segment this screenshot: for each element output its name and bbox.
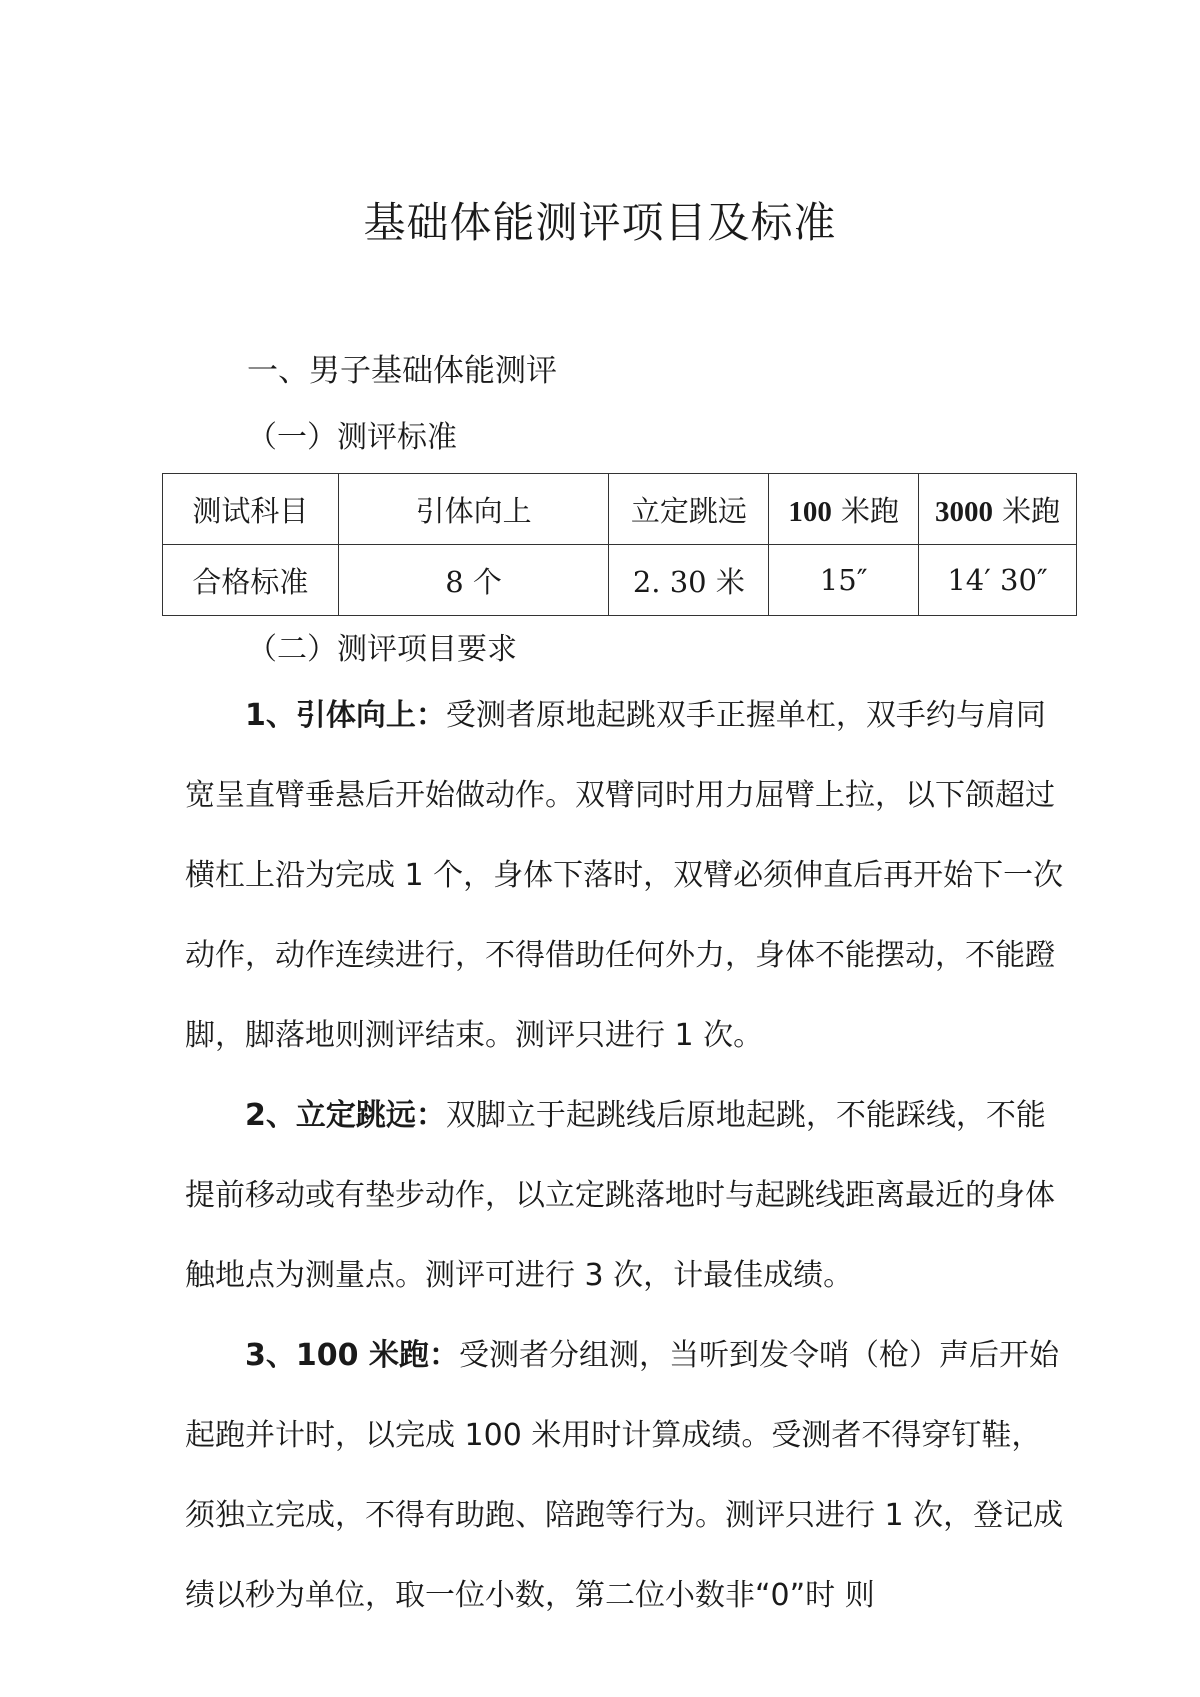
section-heading-male: 一、男子基础体能测评 <box>247 353 557 389</box>
table-cell: 2. 30 米 <box>609 545 769 616</box>
cell-number: 3000 <box>934 495 993 528</box>
table-cell: 引体向上 <box>338 474 609 545</box>
subheading-standards: （一）测评标准 <box>247 420 457 455</box>
subheading-requirements: （二）测评项目要求 <box>247 632 517 667</box>
item-heading: 1、引体向上： <box>245 698 446 733</box>
table-cell: 合格标准 <box>163 545 339 616</box>
table-cell: 14′ 30″ <box>919 545 1077 616</box>
item-100m-run <box>185 1316 1065 1636</box>
item-heading: 3、100 米跑： <box>245 1338 459 1373</box>
table-header-row <box>163 474 1077 545</box>
cell-unit: 米跑 <box>831 493 900 528</box>
table-cell: 15″ <box>769 545 919 616</box>
item-text: 受测者原地起跳双手正握单杠，双手约与肩同宽呈直臂垂悬后开始做动作。双臂同时用力屈臂上拉，以下颌超过横杠上沿为完成 1 个，身体下落时，双臂必须伸直后再开始下一次动作，动作连续进行，不得借助任何外力，身体不能摆动，不能蹬脚，脚落地则测评结束。测评只进行 1 次。 <box>185 698 1064 1053</box>
table-cell <box>769 474 919 545</box>
item-text: 受测者分组测，当听到发令哨（枪）声后开始起跑并计时，以完成 100 米用时计算成绩。受测者不得穿钉鞋，须独立完成，不得有助跑、陪跑等行为。测评只进行 1 次，登记成绩以秒为单位，取一位小数，第二位小数非“0”时 则 <box>185 1338 1064 1613</box>
page-title: 基础体能测评项目及标准 <box>363 198 837 247</box>
standards-table <box>162 473 1077 616</box>
item-long-jump <box>185 1076 1065 1316</box>
item-heading: 2、立定跳远： <box>245 1098 446 1133</box>
item-pullup <box>185 676 1065 1076</box>
table-cell: 8 个 <box>338 545 609 616</box>
table-cell: 立定跳远 <box>609 474 769 545</box>
item-text: 双脚立于起跳线后原地起跳，不能踩线，不能提前移动或有垫步动作，以立定跳落地时与起跳线距离最近的身体触地点为测量点。测评可进行 3 次，计最佳成绩。 <box>185 1098 1055 1293</box>
table-cell <box>919 474 1077 545</box>
cell-unit: 米跑 <box>992 493 1061 528</box>
table-row <box>163 545 1077 616</box>
table-cell: 测试科目 <box>163 474 339 545</box>
cell-number: 100 <box>788 495 832 528</box>
